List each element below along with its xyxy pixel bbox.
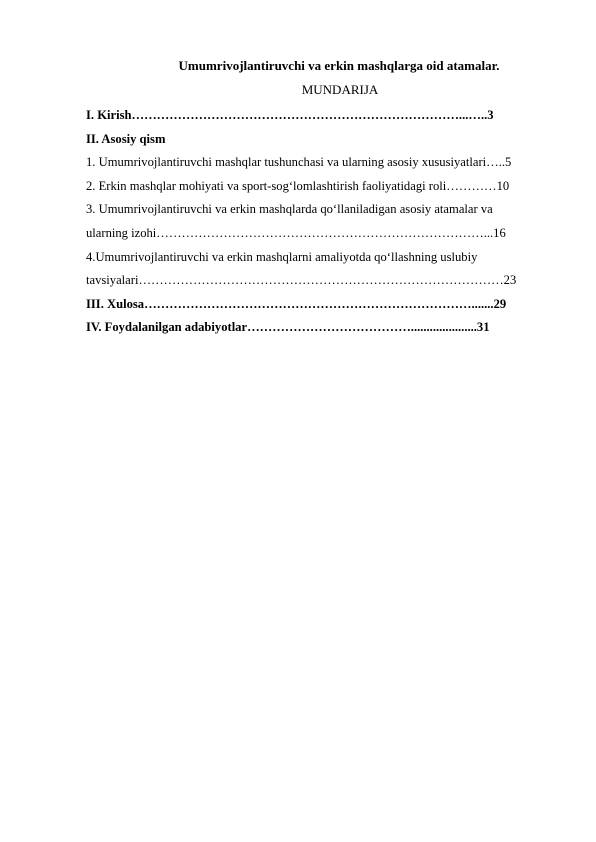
toc-entry: III. Xulosa…………………………………………………………………….......29 [86,296,507,311]
toc-entry: 1. Umumrivojlantiruvchi mashqlar tushunchasi va ularning asosiy xususiyatlari…..5 [86,155,512,170]
document-title: Umumrivojlantiruvchi va erkin mashqlarga oid atamalar. [178,58,500,73]
toc-entry: 4.Umumrivojlantiruvchi va erkin mashqlarni amaliyotda qo‘llashning uslubiy [86,249,478,264]
toc-entry: tavsiyalari……………………………………………………………………………23 [86,273,517,288]
toc-entry: 3. Umumrivojlantiruvchi va erkin mashqlarda qo‘llaniladigan asosiy atamalar va [86,202,493,217]
toc-entry: I. Kirish……………………………………………………………………...…..3 [86,108,494,122]
toc-heading: MUNDARIJA [301,82,379,97]
toc-entry: 2. Erkin mashqlar mohiyati va sport-sog‘lomlashtirish faoliyatidagi roli…………10 [86,178,510,193]
toc-entry: ularning izohi……………………………………………………………………...16 [86,225,506,240]
table-of-contents [86,104,556,340]
toc-entry: IV. Foydalanilgan adabiyotlar………………………………….....................31 [86,320,490,335]
toc-entry: II. Asosiy qism [86,131,166,146]
